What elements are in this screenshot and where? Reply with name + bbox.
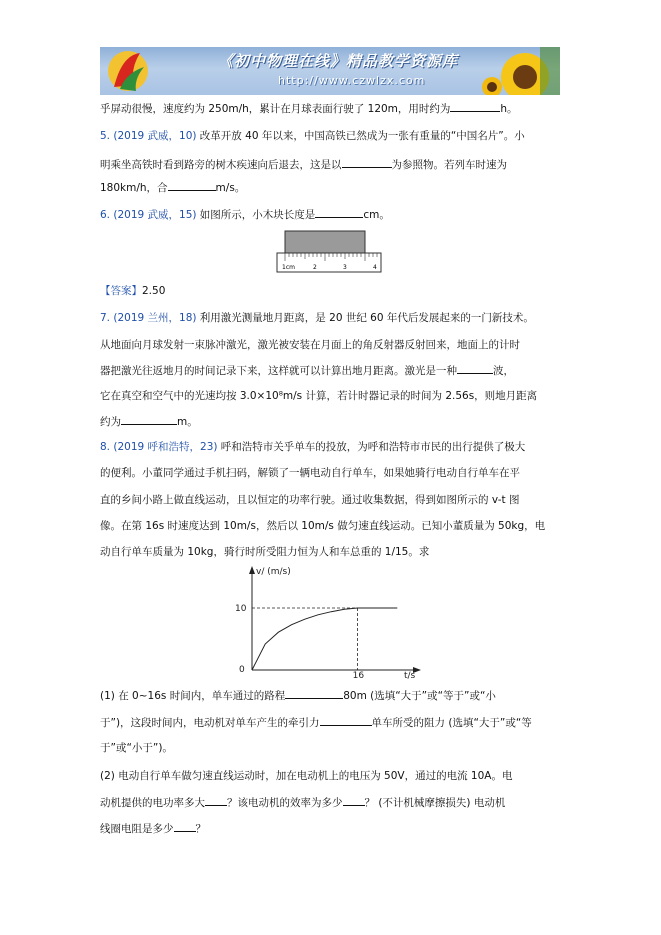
ruler-label: 4 bbox=[373, 264, 377, 271]
text-line bbox=[100, 493, 520, 507]
header-banner bbox=[100, 47, 560, 95]
answer-line bbox=[100, 284, 165, 298]
text: 单车所受的阻力 (选填“大于”或“等 bbox=[371, 717, 532, 729]
ruler-label: 1cm bbox=[282, 264, 295, 271]
text: ？ (不计机械摩擦损失) 电动机 bbox=[364, 797, 506, 809]
text: 像。在第 16s 时速度达到 10m/s，然后以 10m/s 做匀速直线运动。已知小董质量为 50kg，电 bbox=[100, 520, 546, 532]
question-8 bbox=[100, 440, 525, 454]
text-line bbox=[100, 715, 532, 730]
sub-question-2 bbox=[100, 769, 512, 783]
text: m。 bbox=[177, 416, 198, 428]
answer-blank bbox=[457, 363, 493, 374]
text: (2) 电动自行单车做匀速直线运动时，加在电动机上的电压为 50V，通过的电流 10A。电 bbox=[100, 770, 513, 782]
text: m/s。 bbox=[215, 182, 246, 194]
text: h。 bbox=[500, 103, 518, 115]
y-axis-label: v/ (m/s) bbox=[256, 567, 291, 577]
question-6 bbox=[100, 207, 390, 222]
text: 波， bbox=[493, 365, 514, 377]
text: 直的乡间小路上做直线运动，且以恒定的功率行驶。通过收集数据，得到如图所示的 v-t 图 bbox=[100, 494, 520, 506]
text-line bbox=[100, 180, 245, 195]
text: 为参照物。若列车时速为 bbox=[391, 159, 507, 171]
text-line bbox=[100, 157, 507, 172]
text: 器把激光往返地月的时间记录下来，这样就可以计算出地月距离。激光是一种 bbox=[100, 365, 457, 377]
text-line bbox=[100, 795, 505, 810]
x-tick-label: 16 bbox=[352, 671, 365, 680]
text: 180km/h，合 bbox=[100, 182, 168, 194]
text-line bbox=[100, 519, 545, 533]
text: 于”)，这段时间内，电动机对单车产生的牵引力 bbox=[100, 717, 320, 729]
question-7 bbox=[100, 311, 534, 325]
text-line bbox=[100, 466, 520, 480]
text-line bbox=[100, 101, 518, 116]
answer-blank bbox=[205, 795, 227, 806]
text-line bbox=[100, 741, 173, 755]
question-5 bbox=[100, 129, 525, 143]
text: 明乘坐高铁时看到路旁的树木疾速向后退去，这是以 bbox=[100, 159, 342, 171]
text: 动机提供的电功率多大 bbox=[100, 797, 205, 809]
y-axis-arrow bbox=[249, 566, 255, 574]
text: cm。 bbox=[363, 209, 390, 221]
text: 80m (选填“大于”或“等于”或“小 bbox=[343, 690, 496, 702]
banner-title: 《初中物理在线》精品教学资源库 bbox=[218, 52, 459, 70]
ruler-label: 2 bbox=[313, 264, 317, 271]
question-number: 8. (2019 呼和浩特，23) bbox=[100, 441, 218, 453]
question-number: 7. (2019 兰州，18) bbox=[100, 312, 197, 324]
text: 动自行单车质量为 10kg，骑行时所受阻力恒为人和车总重的 1/15。求 bbox=[100, 546, 430, 558]
text: 利用激光测量地月距离，是 20 世纪 60 年代后发展起来的一门新技术。 bbox=[196, 312, 534, 324]
text: 呼和浩特市关乎单车的投放，为呼和浩特市市民的出行提供了极大 bbox=[217, 441, 526, 453]
text-line bbox=[100, 363, 514, 378]
text-line bbox=[100, 545, 429, 559]
question-number: 6. (2019 武威，15) bbox=[100, 209, 197, 221]
text: ？ bbox=[195, 823, 206, 835]
text: 约为 bbox=[100, 416, 121, 428]
answer-label: 【答案】 bbox=[100, 285, 142, 297]
text-line bbox=[100, 338, 520, 352]
ruler-label: 3 bbox=[343, 264, 347, 271]
x-axis-label: t/s bbox=[404, 671, 416, 680]
vt-chart bbox=[225, 560, 425, 680]
text: 线圈电阻是多少 bbox=[100, 823, 174, 835]
text-line bbox=[100, 389, 537, 403]
text: 的便利。小董同学通过手机扫码，解锁了一辆电动自行单车，如果她骑行电动自行单车在平 bbox=[100, 467, 520, 479]
text-line bbox=[100, 414, 198, 429]
origin-label: 0 bbox=[239, 665, 245, 675]
text: 改革开放 40 年以来，中国高铁已然成为一张有重量的“中国名片”。小 bbox=[196, 130, 525, 142]
answer-blank bbox=[121, 414, 177, 425]
answer-blank bbox=[168, 180, 216, 191]
text: 如图所示，小木块长度是 bbox=[196, 209, 316, 221]
answer-value: 2.50 bbox=[142, 285, 166, 297]
series-line bbox=[252, 608, 397, 670]
text: 它在真空和空气中的光速均按 3.0×10⁸m/s 计算，若计时器记录的时间为 2.56s，则地月距离 bbox=[100, 390, 538, 402]
answer-blank bbox=[315, 207, 363, 218]
text: 乎屏动很慢，速度约为 250m/h，累计在月球表面行驶了 120m，用时约为 bbox=[100, 103, 451, 115]
y-tick-label: 10 bbox=[235, 604, 247, 614]
sunflower-icon bbox=[482, 47, 560, 95]
logo-icon bbox=[108, 51, 148, 91]
question-number: 5. (2019 武威，10) bbox=[100, 130, 197, 142]
text: ？该电动机的效率为多少 bbox=[227, 797, 343, 809]
answer-blank bbox=[343, 795, 365, 806]
sub-question-1 bbox=[100, 688, 496, 703]
answer-blank bbox=[174, 821, 196, 832]
answer-blank bbox=[342, 157, 392, 168]
answer-blank bbox=[320, 715, 372, 726]
answer-blank bbox=[285, 688, 343, 699]
text: (1) 在 0~16s 时间内，单车通过的路程 bbox=[100, 690, 286, 702]
answer-blank bbox=[450, 101, 500, 112]
text: 于”或“小于”)。 bbox=[100, 742, 173, 754]
banner-url: http://www.czwlzx.com bbox=[278, 74, 426, 87]
ruler-figure bbox=[275, 228, 385, 274]
text: 从地面向月球发射一束脉冲激光，激光被安装在月面上的角反射器反射回来，地面上的计时 bbox=[100, 339, 520, 351]
wood-block bbox=[285, 231, 365, 253]
text-line bbox=[100, 821, 206, 836]
